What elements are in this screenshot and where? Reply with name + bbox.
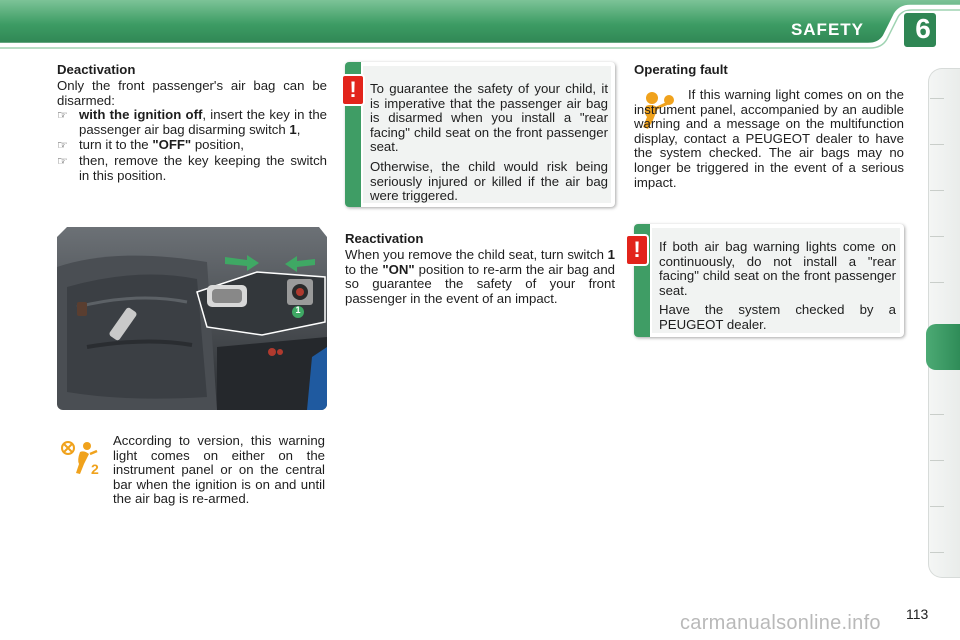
step-text: turn it to the "OFF" position, — [79, 137, 244, 153]
tab-divider — [930, 506, 944, 507]
step-text: with the ignition off, insert the key in the passenger air bag disarming switch 1, — [79, 107, 327, 137]
pointing-hand-icon: ☞ — [57, 108, 68, 123]
pointing-hand-icon: ☞ — [57, 153, 68, 168]
exclamation-warning-icon: ! — [627, 236, 647, 264]
reactivation-section — [345, 231, 615, 306]
pointing-hand-icon: ☞ — [57, 138, 68, 153]
warning-paragraph: Otherwise, the child would risk being seriously injured or killed if the air bag were triggered. — [370, 158, 608, 204]
warning-paragraph: If both air bag warning lights come on continuously, do not install a "rear facing" child seat on the front passenger seat. — [659, 239, 896, 298]
chapter-title: SAFETY — [790, 20, 864, 39]
operating-fault-heading: Operating fault — [634, 62, 728, 77]
tab-divider — [930, 552, 944, 553]
deactivation-intro: Only the front passenger's air bag can be disarmed: — [57, 78, 327, 108]
tab-divider — [930, 414, 944, 415]
warning-text — [370, 82, 608, 204]
step-text: then, remove the key keeping the switch in this position. — [79, 152, 327, 183]
watermark: carmanualsonline.info — [680, 612, 881, 634]
tab-divider — [930, 236, 944, 237]
tab-divider — [930, 282, 944, 283]
svg-text:2: 2 — [91, 461, 99, 476]
deactivation-step — [57, 108, 327, 137]
chapter-number: 6 — [915, 13, 931, 44]
tab-divider — [930, 144, 944, 145]
reactivation-text: When you remove the child seat, turn switch 1 to the "ON" position to re-arm the air bag and so guarantee the safety of your front passenger in the event of an impact. — [345, 247, 615, 306]
indicator-note: According to version, this warning light comes on either on the instrument panel or on the central bar when the ignition is on and until the air bag is re-armed. — [113, 433, 325, 507]
airbag-off-icon — [60, 440, 104, 476]
chapter-tab-safety[interactable] — [926, 324, 960, 370]
warning-paragraph: Have the system checked by a PEUGEOT dealer. — [659, 302, 896, 332]
exclamation-warning-icon: ! — [343, 76, 363, 104]
warning-paragraph: To guarantee the safety of your child, it is imperative that the passenger air bag is disarmed when you install a "rear facing" child seat on the front passenger seat. — [370, 81, 608, 155]
car-interior-illustration — [57, 227, 327, 410]
deactivation-step — [57, 138, 327, 153]
tab-divider — [930, 190, 944, 191]
page-number: 113 — [906, 606, 929, 622]
tab-divider — [930, 98, 944, 99]
switch-callout-label: 1 — [295, 305, 301, 315]
deactivation-section — [57, 62, 327, 183]
tab-divider — [930, 460, 944, 461]
reactivation-heading: Reactivation — [345, 231, 424, 246]
warning-text — [659, 240, 896, 333]
deactivation-step — [57, 154, 327, 183]
operating-fault-text: If this warning light comes on on the instrument panel, accompanied by an audible warning and a message on the multifunction display, contact a PEUGEOT dealer to have the system checked. The air bags may no longer be triggered in the event of a serious impact. — [634, 87, 904, 190]
airbag-switch-photo — [57, 227, 327, 410]
deactivation-heading: Deactivation — [57, 62, 136, 77]
